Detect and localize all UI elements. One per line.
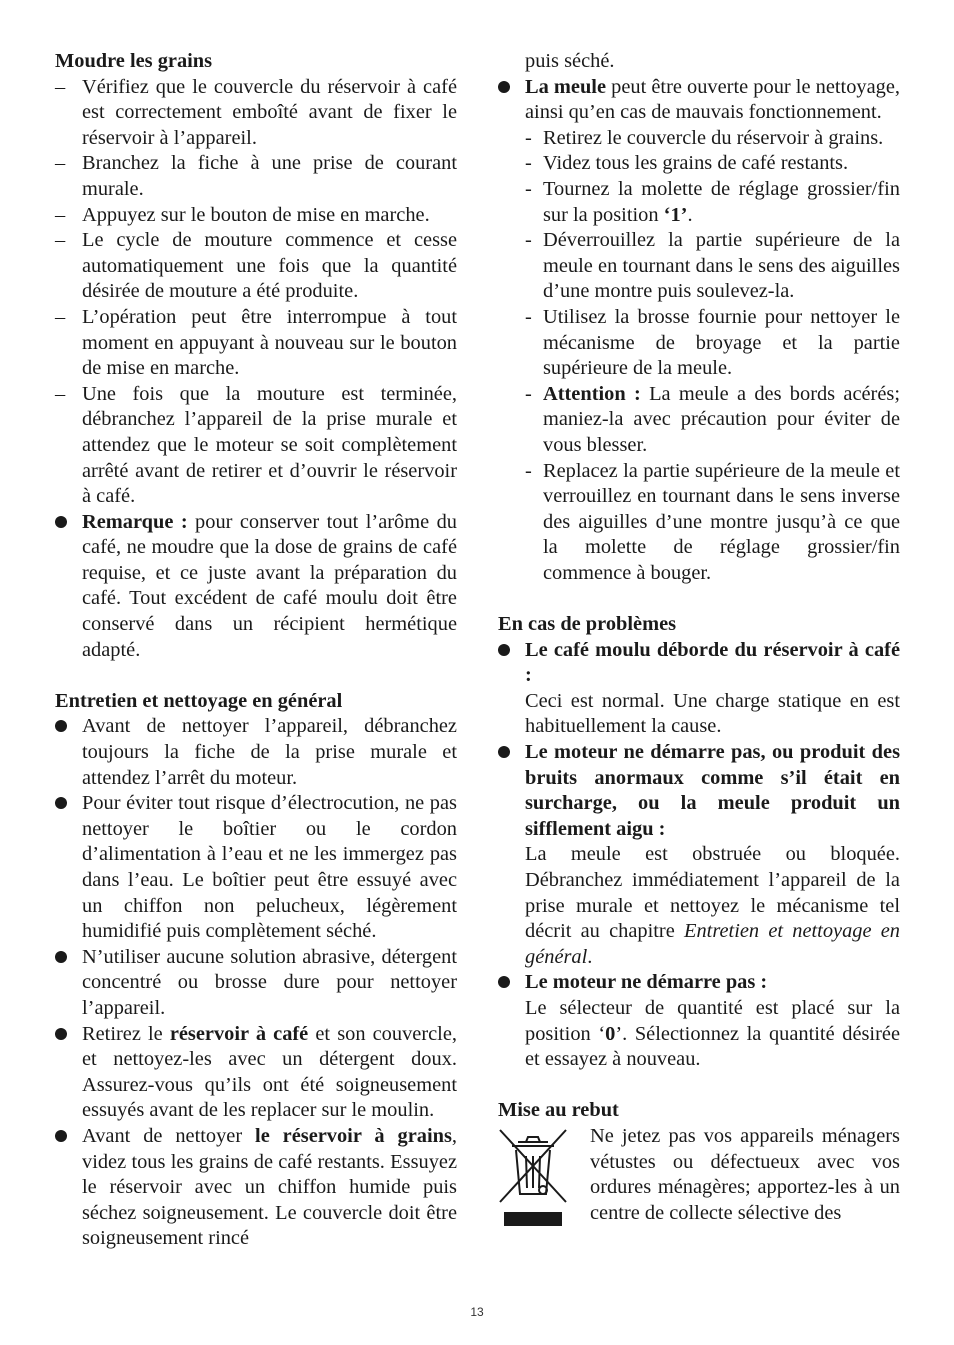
care-text: Avant de nettoyer xyxy=(82,1124,256,1147)
care-bold: le réservoir à grains xyxy=(255,1124,452,1147)
trouble-answer: Ceci est normal. Une charge statique en est habituellement la cause. xyxy=(525,689,900,738)
bullet-icon xyxy=(55,516,67,528)
grinder-step xyxy=(498,305,900,382)
care-continuation: puis séché. xyxy=(525,50,615,72)
bullet-icon xyxy=(55,1028,67,1040)
trouble-question: Le moteur ne démarre pas : xyxy=(525,971,768,994)
remark-text: pour conserver tout l’arôme du café, ne moudre que la dose de grains de café requise, et ce juste avant la préparation du café. Tout excédent de café moulu doit être conservé dans un récipient hermétique adapté. xyxy=(82,510,457,661)
trouble-answer xyxy=(498,996,900,1073)
trouble-item xyxy=(498,638,900,689)
answer-text: ’. Sélectionnez la quantité désirée et essayez à nouveau. xyxy=(525,1022,900,1071)
care-item xyxy=(55,1124,457,1252)
step-bold: ‘1’ xyxy=(663,203,688,226)
trouble-question: Le café moulu déborde du réservoir à café : xyxy=(525,638,900,687)
step-text: Videz tous les grains de café restants. xyxy=(543,152,849,175)
step-text: Utilisez la brosse fournie pour nettoyer le mécanisme de broyage et la partie supérieure de la meule. xyxy=(543,305,900,380)
grinder-step xyxy=(498,126,900,152)
remark-label: Remarque : xyxy=(82,510,188,533)
bullet-icon xyxy=(498,976,510,988)
hyphen: - xyxy=(525,126,532,149)
answer-italic: Entretien et nettoyage en général xyxy=(525,920,901,968)
hyphen: - xyxy=(525,382,532,405)
answer-text: La meule est obstruée ou bloquée. Débranchez immédiatement l’appareil de la prise murale et nettoyez le mécanisme tel décrit au chapitre xyxy=(525,843,900,943)
grind-step: – Le cycle de mouture commence et cesse automatiquement une fois que la quantité désirée de mouture a été produite. xyxy=(55,228,457,305)
bullet-icon xyxy=(498,746,510,758)
hyphen: - xyxy=(525,305,532,328)
disposal-title: Mise au rebut xyxy=(498,1099,619,1122)
care-item xyxy=(55,1022,457,1124)
care-title: Entretien et nettoyage en général xyxy=(55,689,343,712)
grinder-text: peut être ouverte pour le nettoyage, ainsi qu’en cas de mauvais fonctionnement. xyxy=(525,75,900,124)
trouble-answer xyxy=(498,842,900,970)
bullet-icon xyxy=(55,720,67,732)
step-text: Déverrouillez la partie supérieure de la meule en tournant dans le sens des aiguilles d’une montre puis soulevez-la. xyxy=(543,229,900,303)
care-item xyxy=(55,791,457,945)
grinder-step xyxy=(498,382,900,459)
care-bold: réservoir à café xyxy=(169,1022,309,1045)
step-text: . xyxy=(687,203,693,226)
care-text: et son couvercle, et nettoyez-les avec un détergent doux. Assurez-vous qu’ils ont été soigneusement essuyés avant de les replacer sur le moulin. xyxy=(82,1022,457,1122)
grinder-item xyxy=(498,75,900,126)
grinder-step xyxy=(498,177,900,228)
answer-text: . xyxy=(587,945,593,968)
page-number: 13 xyxy=(470,1305,484,1319)
grind-step: – Une fois que la mouture est terminée, débranchez l’appareil de la prise murale et attendez que le moteur se soit complètement arrêté avant de retirer et d’ouvrir le réservoir à café. xyxy=(55,382,457,510)
bullet-icon xyxy=(498,644,510,656)
care-text: , videz tous les grains de café restants. Essuyez le réservoir avec un chiffon humide puis séchez soigneusement. Le couvercle doit être soigneusement rincé xyxy=(82,1124,457,1250)
care-item xyxy=(55,714,457,791)
bullet-icon xyxy=(55,951,67,963)
step-text: Replacez la partie supérieure de la meule et verrouillez en tournant dans le sens inverse des aiguilles d’une montre jusqu’à ce que la molette de réglage grossier/fin commence à bouger. xyxy=(543,459,900,584)
care-text: Avant de nettoyer l’appareil, débranchez toujours la fiche de la prise murale et attendez l’arrêt du moteur. xyxy=(82,715,457,789)
grind-step: – Branchez la fiche à une prise de courant murale. xyxy=(55,151,457,202)
grind-step: – Appuyez sur le bouton de mise en marche. xyxy=(55,203,457,229)
right-column xyxy=(498,49,900,1228)
grind-step: – Vérifiez que le couvercle du réservoir à café est correctement emboîté avant de fixer le réservoir à l’appareil. xyxy=(55,75,457,152)
hyphen: - xyxy=(525,229,532,252)
trouble-item xyxy=(498,970,900,996)
grind-step: – L’opération peut être interrompue à tout moment en appuyant à nouveau sur le bouton de mise en marche. xyxy=(55,305,457,382)
trouble-question: Le moteur ne démarre pas, ou produit des bruits anormaux comme s’il était en surcharge, ou la meule produit un sifflement aigu : xyxy=(525,741,900,840)
hyphen: - xyxy=(525,177,532,200)
care-text: Pour éviter tout risque d’électrocution, ne pas nettoyer le boîtier ou le cordon d’alimentation à l’eau et ne les immergez pas dans l’eau. Le boîtier peut être essuyé avec un chiffon non pelucheux, légèrement humidifié puis complètement séché. xyxy=(82,792,457,943)
disposal-text: Ne jetez pas vos appareils ménagers vétustes ou défectueux avec vos ordures ménagères; apportez-les à un centre de collecte sélective des xyxy=(590,1124,900,1224)
grinder-step xyxy=(498,459,900,587)
grinder-step xyxy=(498,228,900,305)
care-text: N’utiliser aucune solution abrasive, détergent concentré ou brosse dure pour nettoyer l’appareil. xyxy=(82,945,457,1019)
left-column xyxy=(55,49,457,1252)
hyphen: - xyxy=(525,152,532,175)
bullet-icon xyxy=(55,797,67,809)
step-bold: Attention : xyxy=(543,382,641,405)
step-text: Retirez le couvercle du réservoir à grains. xyxy=(543,126,884,149)
care-item xyxy=(55,945,457,1022)
bullet-icon xyxy=(55,1130,67,1142)
grinder-bold: La meule xyxy=(525,75,607,98)
disposal-block xyxy=(498,1124,900,1228)
step-text: La meule a des bords acérés; maniez-la avec précaution pour éviter de vous blesser. xyxy=(543,382,900,456)
trouble-item xyxy=(498,740,900,842)
remark-item xyxy=(55,510,457,664)
care-text: Retirez le xyxy=(82,1022,170,1045)
answer-text: Le sélecteur de quantité est placé sur la position ‘ xyxy=(525,996,900,1045)
trouble-title: En cas de problèmes xyxy=(498,613,677,636)
step-text: Tournez la molette de réglage grossier/fin sur la position xyxy=(543,177,900,226)
grinder-step xyxy=(498,151,900,177)
grind-title: Moudre les grains xyxy=(55,50,213,72)
hyphen: - xyxy=(525,459,532,482)
answer-bold: 0 xyxy=(605,1022,616,1045)
crossed-bin-icon xyxy=(498,1128,568,1228)
bullet-icon xyxy=(498,81,510,93)
